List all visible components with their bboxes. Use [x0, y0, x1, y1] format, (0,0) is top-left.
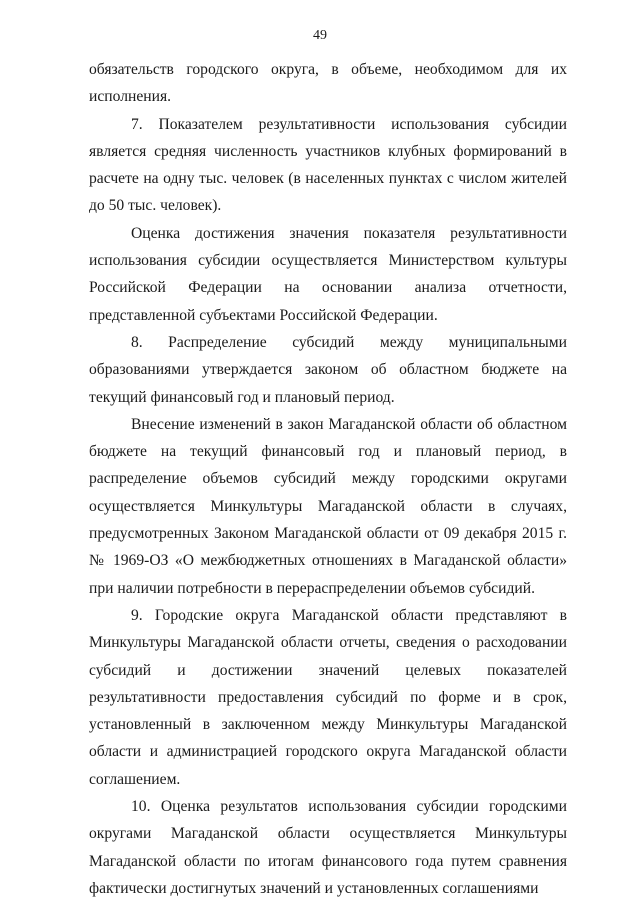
paragraph-8: 8. Распределение субсидий между муниципальными образованиями утверждается законом об областном бюджете на текущий финансовый год и плановый период. — [89, 333, 567, 406]
paragraph-10: 10. Оценка результатов использования субсидии городскими округами Магаданской области осуществляется Минкультуры Магаданской области по итогам финансового года путем сравнения фактически достигнутых значений и установленных соглашениями — [89, 798, 567, 897]
paragraph-7-assessment: Оценка достижения значения показателя результативности использования субсидии осуществляется Министерством культуры Российской Федерации на основании анализа отчетности, представленной субъектами Российской Федерации. — [89, 224, 567, 324]
paragraph-continuation: обязательств городского округа, в объеме, необходимом для их исполнения. — [89, 61, 567, 106]
document-body — [89, 56, 567, 902]
paragraph-7: 7. Показателем результативности использования субсидии является средняя численность участников клубных формирований в расчете на одну тыс. человек (в населенных пунктах с числом жителей до 50 тыс. человек). — [89, 115, 567, 215]
paragraph-8-amendments: Внесение изменений в закон Магаданской области об областном бюджете на текущий финансовый год и плановый период, в распределение объемов субсидий между городскими округами осуществляется Минкультуры Магаданской области в случаях, предусмотренных Законом Магаданской области от 09 декабря 2015 г. № 1969-ОЗ «О межбюджетных отношениях в Магаданской области» при наличии потребности в перераспределении объемов субсидий. — [89, 415, 567, 597]
paragraph-9: 9. Городские округа Магаданской области представляют в Минкультуры Магаданской области отчеты, сведения о расходовании субсидий и достижении значений целевых показателей результативности предоставления субсидий по форме и в срок, установленный в заключенном между Минкультуры Магаданской области и администрацией городского округа Магаданской области соглашением. — [89, 606, 567, 788]
page-number: 49 — [313, 28, 327, 43]
